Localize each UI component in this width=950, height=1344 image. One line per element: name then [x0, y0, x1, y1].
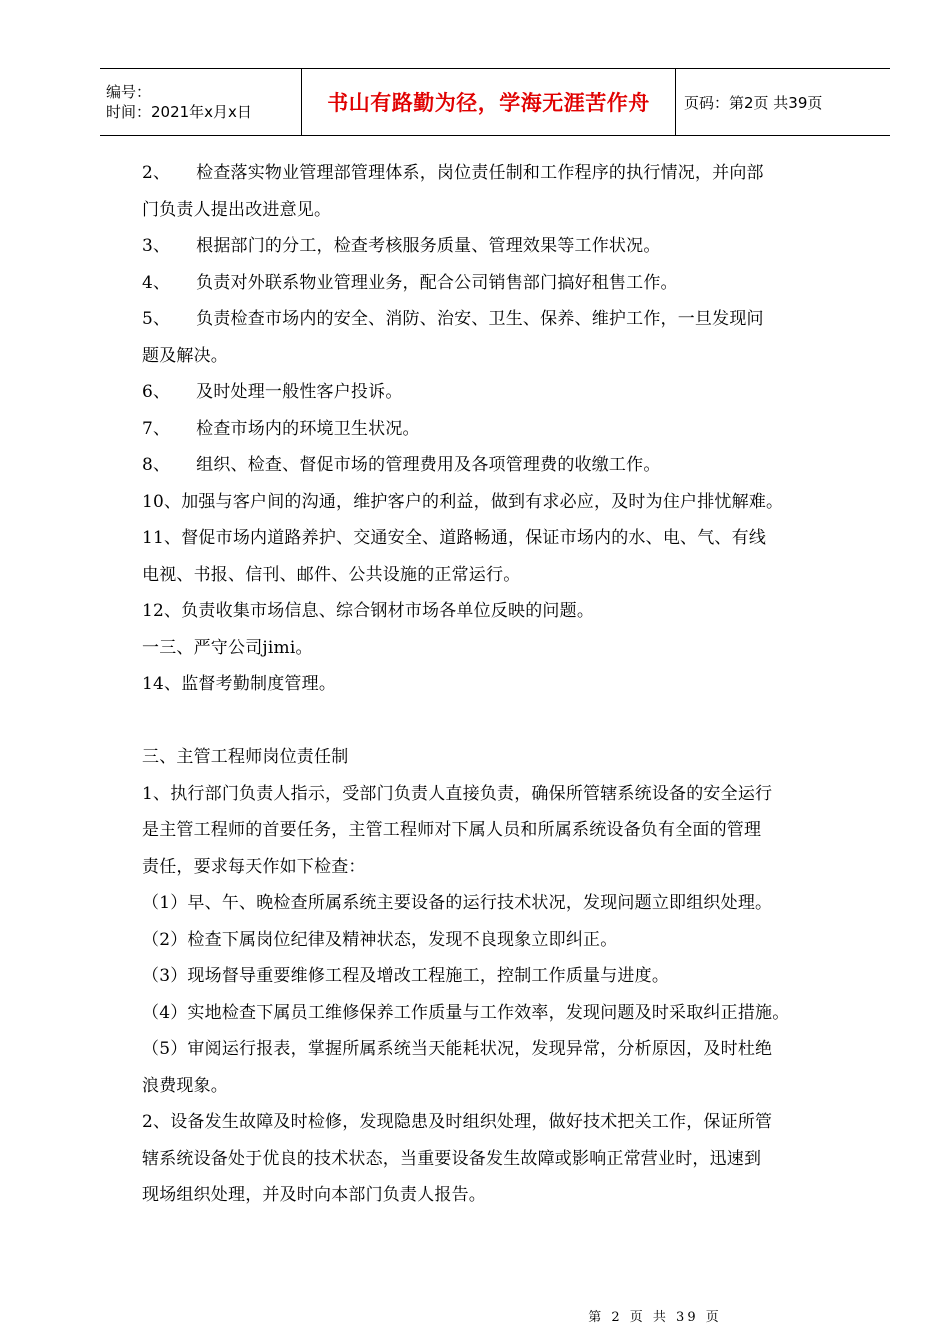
serial-label: 编号： [106, 83, 152, 101]
text-line: 1、执行部门负责人指示，受部门负责人直接负责，确保所管辖系统设备的安全运行 [142, 783, 773, 804]
text-line: （5）审阅运行报表，掌握所属系统当天能耗状况，发现异常，分析原因，及时杜绝 [142, 1039, 773, 1059]
header-slogan: 书山有路勤为径，学海无涯苦作舟 [327, 91, 650, 115]
text-line: 三、主管工程师岗位责任制 [142, 747, 349, 767]
text-line: 8、 组织、检查、督促市场的管理费用及各项管理费的收缴工作。 [142, 455, 661, 475]
text-line: 是主管工程师的首要任务，主管工程师对下属人员和所属系统设备负有全面的管理 [142, 820, 762, 840]
text-line: 一三、严守公司jimi。 [142, 637, 313, 658]
text-line: 现场组织处理，并及时向本部门负责人报告。 [142, 1185, 486, 1205]
text-line: 10、加强与客户间的沟通，维护客户的利益，做到有求必应，及时为住户排忧解难。 [142, 491, 784, 512]
text-line: 浪费现象。 [142, 1075, 228, 1096]
text-line: 6、 及时处理一般性客户投诉。 [142, 382, 403, 402]
text-line: 7、 检查市场内的环境卫生状况。 [142, 418, 420, 439]
text-line: 题及解决。 [142, 345, 228, 366]
text-line: 2、设备发生故障及时检修，发现隐患及时组织处理，做好技术把关工作，保证所管 [142, 1112, 773, 1132]
text-line: 电视、书报、信刊、邮件、公共设施的正常运行。 [142, 564, 521, 585]
document-body [142, 155, 852, 1214]
header-meta [100, 69, 302, 135]
text-line: 5、 负责检查市场内的安全、消防、治安、卫生、保养、维护工作，一旦发现问 [142, 309, 764, 329]
text-line: 14、监督考勤制度管理。 [142, 674, 337, 694]
text-line: 辖系统设备处于优良的技术状态，当重要设备发生故障或影响正常营业时，迅速到 [142, 1148, 762, 1169]
text-line: （2）检查下属岗位纪律及精神状态，发现不良现象立即纠正。 [142, 929, 618, 950]
header-page-info: 页码：第2页 共39页 [684, 93, 823, 112]
blank-line [142, 703, 852, 740]
page-header [100, 68, 890, 136]
text-line: 责任，要求每天作如下检查： [142, 856, 366, 877]
page-footer: 第 2 页 共 39 页 [588, 1310, 722, 1325]
text-line: 12、负责收集市场信息、综合钢材市场各单位反映的问题。 [142, 601, 595, 621]
text-line: 11、督促市场内道路养护、交通安全、道路畅通，保证市场内的水、电、气、有线 [142, 528, 767, 548]
text-line: 门负责人提出改进意见。 [142, 199, 332, 220]
text-line: （4）实地检查下属员工维修保养工作质量与工作效率，发现问题及时采取纠正措施。 [142, 1002, 790, 1023]
text-line: 3、 根据部门的分工，检查考核服务质量、管理效果等工作状况。 [142, 236, 661, 256]
text-line: 2、 检查落实物业管理部管理体系，岗位责任制和工作程序的执行情况，并向部 [142, 163, 764, 183]
text-line: （1）早、午、晚检查所属系统主要设备的运行技术状况，发现问题立即组织处理。 [142, 893, 773, 913]
header-slogan-cell [302, 69, 676, 135]
text-line: （3）现场督导重要维修工程及增改工程施工，控制工作质量与进度。 [142, 966, 670, 986]
time-label: 时间：2021年x月x日 [106, 103, 252, 121]
text-line: 4、 负责对外联系物业管理业务，配合公司销售部门搞好租售工作。 [142, 272, 678, 293]
